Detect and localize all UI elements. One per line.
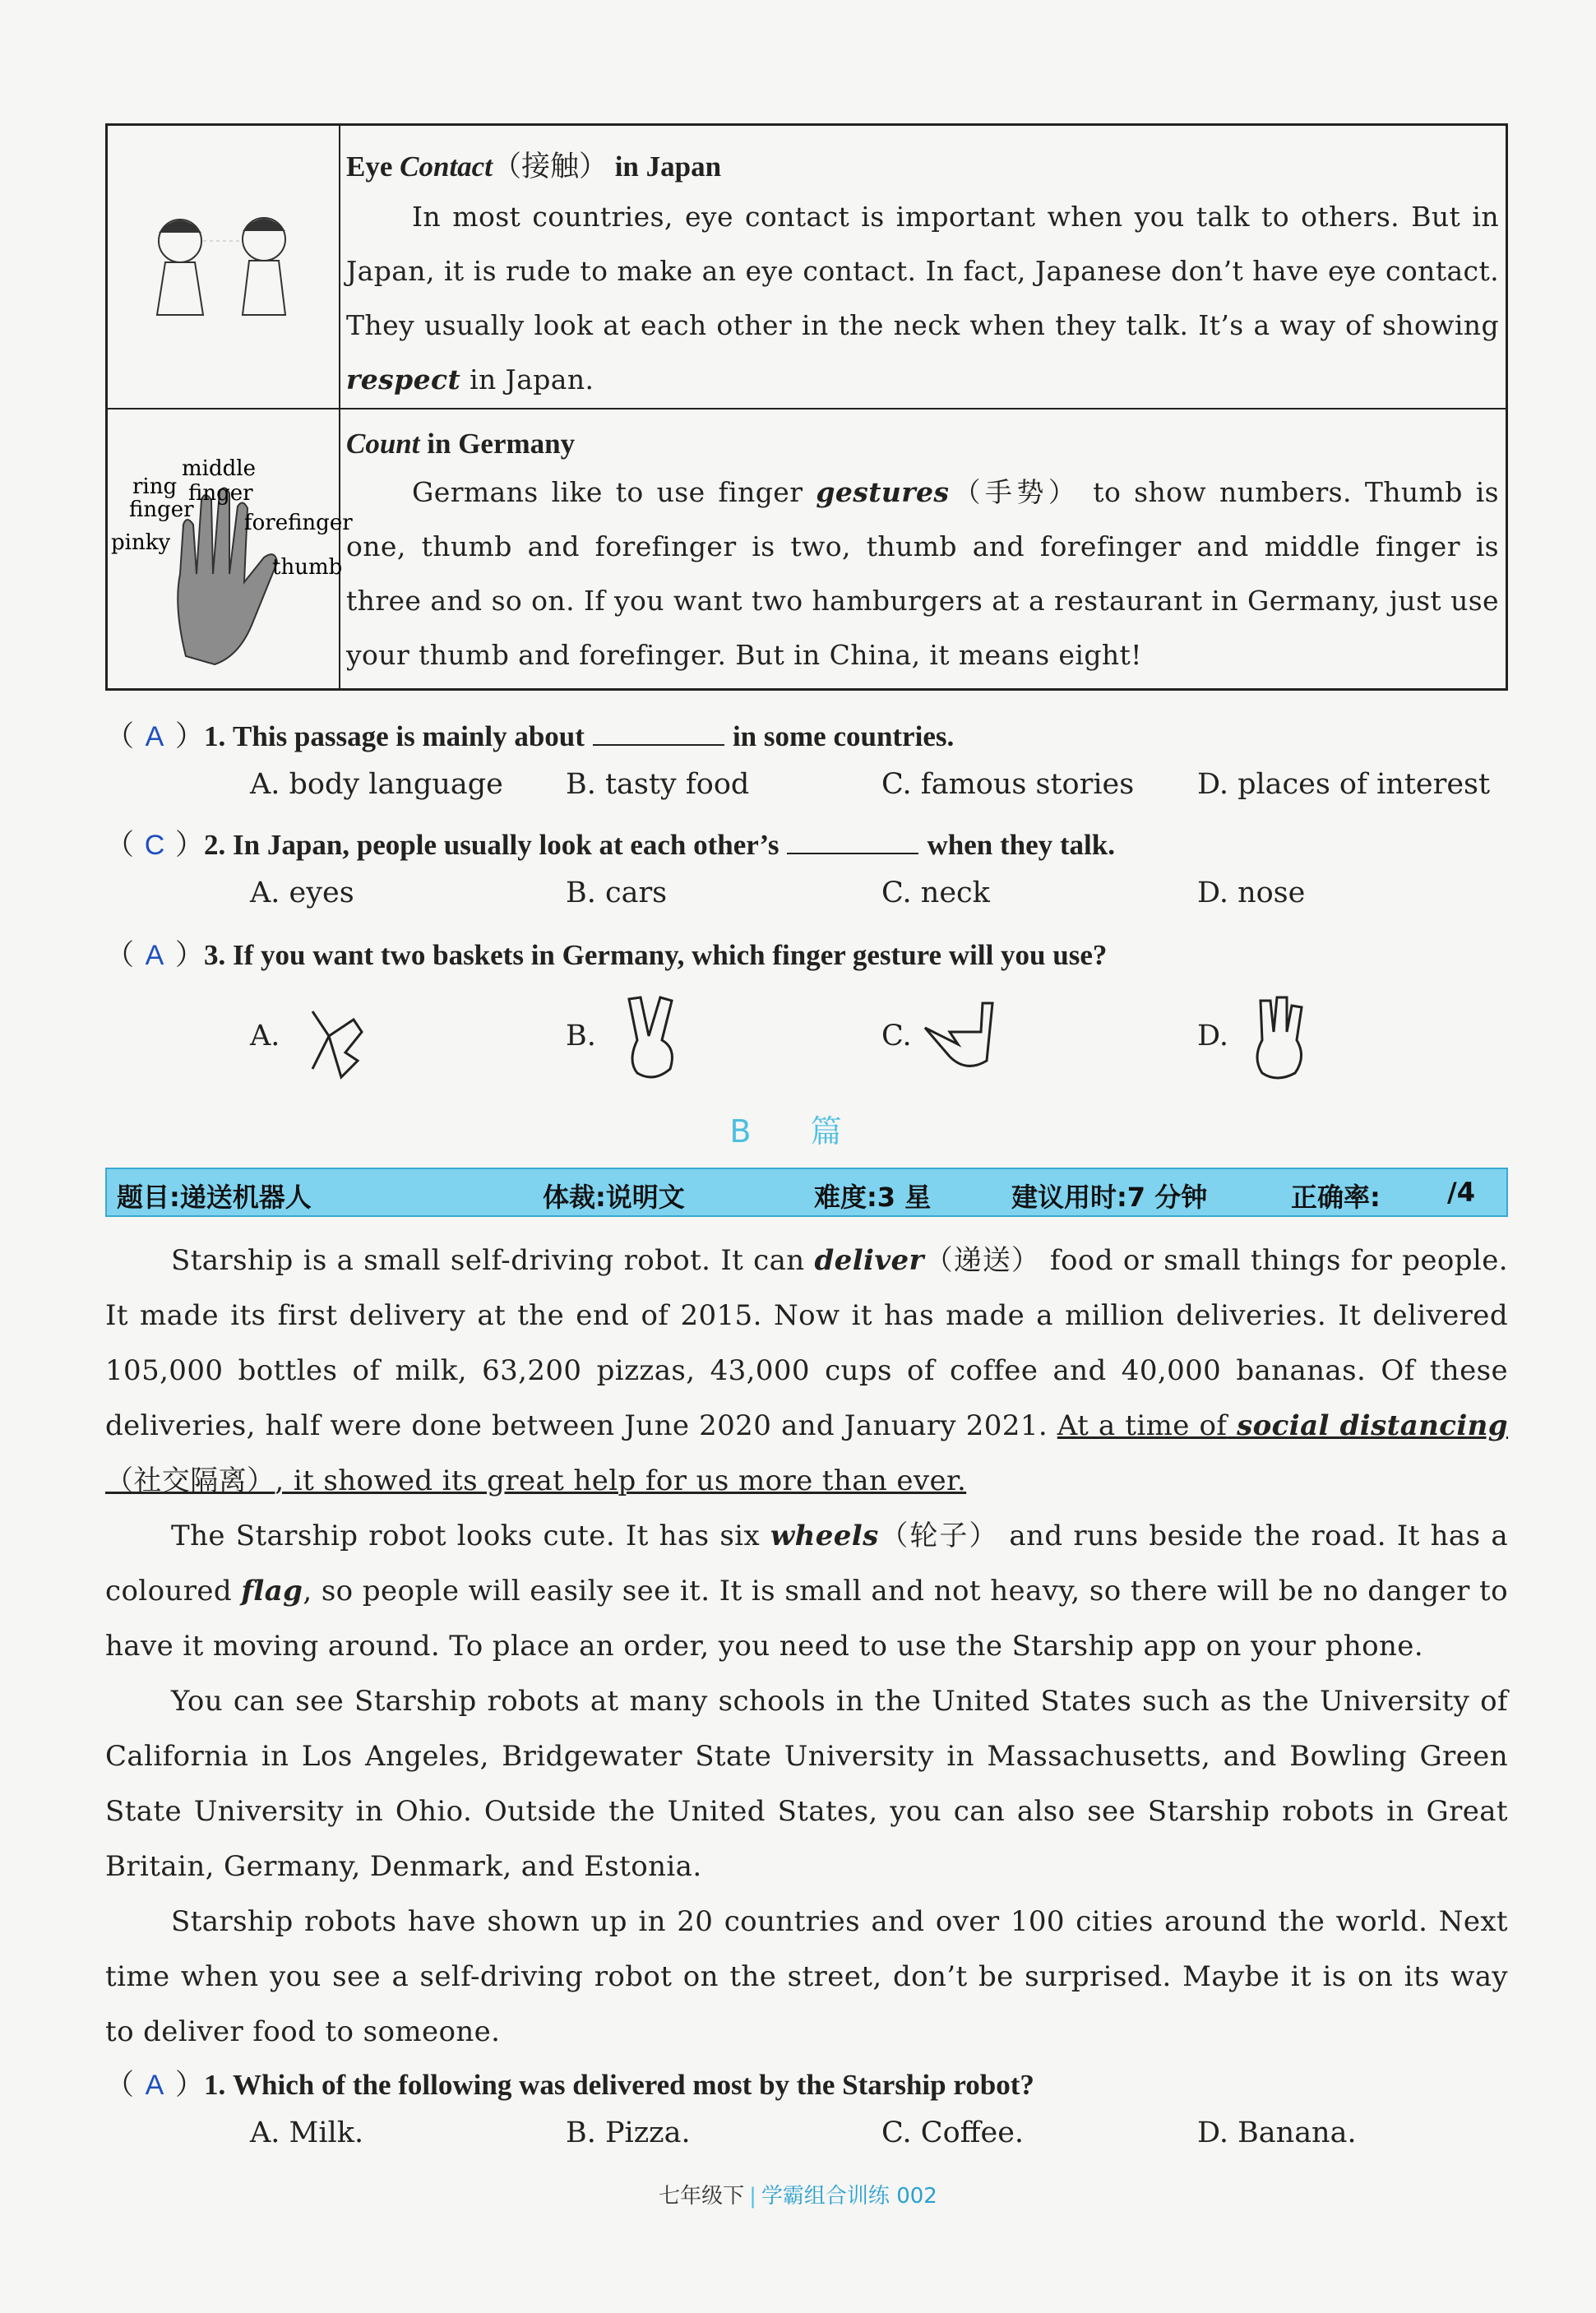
question-a3 [105, 932, 1107, 974]
germany-text-cn: （手势） [949, 476, 1080, 508]
paragraph-3: You can see Starship robots at many schools in the United States such as the University of California in Los Angeles, Bridgewater State University in Massachusetts, and Bowling Green State University in Ohio. Outside the United States, you can also see Starship robots in Great Britain, Germany, Denmark, and Estonia. [105, 1685, 1508, 1883]
answer: A [145, 721, 164, 752]
ul-em: social distancing [1237, 1409, 1508, 1442]
option-a: A. [250, 1020, 280, 1052]
question-a1 [105, 714, 954, 755]
p1-cn: （递送） [923, 1244, 1041, 1277]
info-total: /4 [1447, 1177, 1475, 1208]
question-stem: If you want two baskets in Germany, which finger gesture will you use? [233, 939, 1108, 971]
japan-text-b: in Japan. [470, 363, 594, 396]
question-stem-end: when they talk. [927, 829, 1115, 861]
question-stem: This passage is mainly about [233, 720, 585, 752]
question-number: 2. [204, 829, 226, 861]
japan-paragraph [346, 190, 1499, 407]
title-em: Count [346, 428, 420, 460]
answer-blank [787, 830, 918, 854]
option-d: D. Banana. [1197, 2116, 1357, 2149]
info-genre: 体裁:说明文 [543, 1182, 685, 1213]
option-a: A. body language [250, 768, 503, 801]
japan-text-cell [346, 126, 1499, 408]
label-ring-finger: finger [129, 497, 194, 522]
ul-cn: （社交隔离） [105, 1464, 275, 1497]
label-ring: ring [132, 474, 178, 499]
p2-text-c: , so people will easily see it. It is small and not heavy, so there will be no danger to have it moving around. To place an order, you need to use the Starship app on your phone. [105, 1575, 1508, 1663]
option-b: B. tasty food [566, 768, 750, 801]
germany-text-a: Germans like to use finger [412, 476, 803, 508]
answer-blank [593, 721, 724, 746]
p1-text-b: food or small things for people. It made its first delivery at the end of 2015. Now it has made a million deliveries. It delivered 105,000 bottles of milk, 63,200 pizzas, 43,000 cups of coffee and 40,000 bananas. Of these deliveries, half were done between June 2020 and January 2021. [105, 1244, 1508, 1442]
footer-grade: 七年级下 [659, 2184, 745, 2209]
info-topic: 题目:递送机器人 [117, 1182, 312, 1213]
option-c: C. Coffee. [881, 2116, 1025, 2149]
question-stem: Which of the following was delivered most by the Starship robot? [233, 2069, 1034, 2101]
question-stem-end: in some countries. [732, 720, 955, 752]
germany-title [346, 428, 1499, 460]
passage-b [105, 1233, 1508, 2060]
table-row-japan [108, 126, 1506, 409]
ul-text-a: At a time of [1057, 1409, 1228, 1442]
page-footer [0, 2179, 1596, 2209]
option-d: D. places of interest [1197, 768, 1491, 801]
label-forefinger: forefinger [244, 511, 353, 535]
table-row-germany [108, 409, 1506, 691]
answer: A [145, 2070, 164, 2101]
option-c: C. famous stories [881, 768, 1135, 801]
label-middle: middle [182, 456, 256, 481]
p1-em: deliver [814, 1244, 924, 1277]
label-pinky: pinky [111, 530, 171, 555]
paren-close: ） [175, 939, 205, 971]
title-cn: （接触） [492, 150, 608, 183]
option-a: A. eyes [250, 877, 354, 909]
title-post: in Japan [614, 150, 722, 183]
paren-close: ） [175, 720, 205, 752]
option-c: C. [881, 1020, 912, 1052]
ul-text-b: , it showed its great help for us more than ever. [275, 1464, 967, 1497]
gesture-thumb-forefinger-icon [296, 995, 386, 1085]
option-a: A. Milk. [250, 2116, 364, 2149]
info-difficulty: 难度:3 星 [814, 1182, 932, 1213]
info-accuracy: 正确率: [1291, 1182, 1381, 1213]
gesture-three-fingers-icon [1237, 991, 1320, 1085]
germany-text-b: to show numbers. Thumb is one, thumb and forefinger is two, thumb and forefinger and middle finger is three and so on. If you want two hamburgers at a restaurant in Germany, just use your thumb and forefinger. But in China, it means eight! [346, 476, 1500, 671]
question-number: 1. [204, 2069, 226, 2101]
p2-cn: （轮子） [878, 1520, 999, 1552]
answer: A [145, 940, 164, 971]
footer-page: 002 [896, 2184, 937, 2209]
p2-text-b: and runs beside the road. It has a coloured [105, 1520, 1508, 1608]
option-b: B. cars [566, 877, 668, 909]
gesture-victory-icon [613, 991, 695, 1085]
question-number: 3. [204, 939, 226, 971]
info-bar [105, 1168, 1508, 1217]
germany-paragraph [346, 465, 1499, 682]
paragraph-4: Starship robots have shown up in 20 countries and over 100 cities around the world. Next time when you see a self-driving robot on the street, don’t be surprised. Maybe it is on its way to deliver food to someone. [105, 1905, 1508, 2048]
answer: C [144, 830, 165, 861]
p2-em1: wheels [770, 1520, 879, 1552]
question-b1 [105, 2062, 1034, 2103]
p2-em2: flag [241, 1575, 303, 1608]
section-b-heading: B 篇 [729, 1113, 867, 1150]
option-b: B. [566, 1020, 596, 1052]
paren-open: （ [105, 2069, 135, 2101]
info-time: 建议用时:7 分钟 [1011, 1182, 1208, 1213]
label-middle-finger: finger [188, 481, 253, 506]
question-a2 [105, 822, 1115, 863]
paren-close: ） [175, 829, 205, 861]
germany-text-cell [346, 409, 1499, 691]
title-post: in Germany [427, 428, 576, 460]
eye-contact-illustration [108, 126, 340, 408]
hand-icon [108, 409, 353, 689]
option-d: D. [1197, 1020, 1228, 1052]
culture-table [105, 123, 1508, 691]
gesture-pinky-thumb-icon [917, 995, 1007, 1085]
footer-book: 学霸组合训练 [761, 2184, 890, 2209]
paren-open: （ [105, 829, 135, 861]
paren-open: （ [105, 720, 135, 752]
question-number: 1. [204, 720, 226, 752]
two-people-icon [108, 126, 338, 405]
option-d: D. nose [1197, 877, 1306, 909]
title-word: Eye [346, 150, 393, 183]
paren-close: ） [175, 2069, 205, 2101]
label-thumb: thumb [272, 555, 343, 580]
option-c: C. neck [881, 877, 990, 909]
title-em: Contact [400, 150, 493, 183]
paragraph-2 [105, 1509, 1508, 1674]
japan-text-em: respect [346, 363, 461, 396]
germany-text-em: gestures [816, 476, 950, 508]
paragraph-1 [105, 1233, 1508, 1509]
p2-text-a: The Starship robot looks cute. It has six [171, 1520, 761, 1552]
option-b: B. Pizza. [566, 2116, 691, 2149]
hand-diagram [108, 409, 353, 691]
p1-text-a: Starship is a small self-driving robot. It can [171, 1244, 805, 1277]
footer-sep: | [749, 2184, 756, 2209]
question-stem: In Japan, people usually look at each other’s [233, 829, 779, 861]
japan-text-a: In most countries, eye contact is important when you talk to others. But in Japan, it is rude to make an eye contact. In fact, Japanese don’t have eye contact. They usually look at each other in the neck when they talk. It’s a way of showing [346, 201, 1499, 341]
paren-open: （ [105, 939, 135, 971]
japan-title [346, 144, 1499, 185]
